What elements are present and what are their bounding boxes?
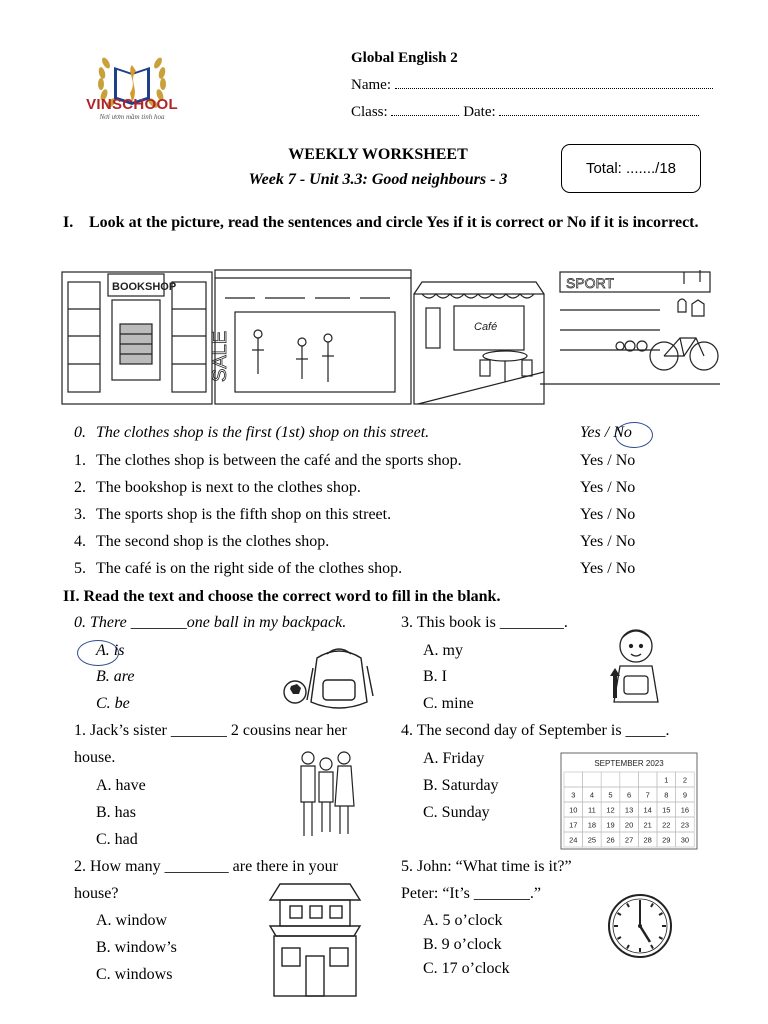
item-yes-no[interactable]: Yes / No [580,533,636,550]
item-sentence: The clothes shop is between the café and the sports shop. [96,452,462,469]
question-4-option-b[interactable]: B. Saturday [423,777,499,794]
section-1-instruction [63,212,719,234]
class-label: Class: [351,104,392,120]
calendar-day: 16 [680,805,690,815]
boy-with-bag-drawing [604,626,664,710]
question-0-option-c: C. be [96,695,130,712]
item-sentence: The bookshop is next to the clothes shop. [96,479,361,496]
worksheet-title: WEEKLY WORKSHEET [288,146,468,163]
bookshop-drawing [62,272,212,404]
question-1-option-b[interactable]: B. has [96,804,136,821]
question-0-option-a: A. is [96,642,125,659]
calendar-day: 10 [569,805,578,815]
item-yes-no[interactable]: Yes / No [580,560,636,577]
calendar-day: 15 [662,805,671,815]
item-sentence: The second shop is the clothes shop. [96,533,330,550]
sports-shop-drawing [540,270,720,384]
item-number: 4. [74,533,86,550]
section-2-instruction: II. Read the text and choose the correct word to fill in the blank. [63,588,501,605]
calendar-day: 18 [587,820,597,830]
calendar-day: 22 [662,820,671,830]
question-3-option-a[interactable]: A. my [423,642,463,659]
item-sentence: The café is on the right side of the clothes shop. [96,560,403,577]
yes-no-item-4 [74,533,724,555]
question-5-stem-cont: Peter: “It’s _______.” [401,885,541,902]
total-score-box [561,144,701,193]
calendar-day: 6 [627,790,632,800]
calendar-day: 28 [643,835,652,845]
question-2-stem-cont: house? [74,885,119,902]
logo-name: VINSCHOOL [86,96,178,113]
cafe-drawing [414,282,544,404]
item-yes-no: Yes / No [580,424,632,441]
question-3-stem: 3. This book is ________. [401,614,568,631]
calendar-day: 1 [664,775,669,785]
item-yes-no[interactable]: Yes / No [580,452,636,469]
calendar-day: 19 [606,820,615,830]
item-number: 0. [74,424,86,441]
calendar-day: 2 [682,775,687,785]
calendar-day: 7 [645,790,650,800]
question-5-stem: 5. John: “What time is it?” [401,858,572,875]
clothes-shop-drawing [209,270,411,404]
house-drawing [266,880,364,998]
family-drawing [296,746,358,842]
total-score: Total: ......./18 [585,160,677,177]
calendar-day: 12 [606,805,615,815]
calendar-day: 4 [589,790,594,800]
calendar-day: 17 [569,820,578,830]
question-5-option-c[interactable]: C. 17 o’clock [423,960,510,977]
item-number: 2. [74,479,86,496]
item-number: 1. [74,452,86,469]
question-1-option-c[interactable]: C. had [96,831,138,848]
calendar-day: 23 [680,820,690,830]
item-yes-no[interactable]: Yes / No [580,506,636,523]
cafe-sign: Café [474,321,498,333]
calendar-day: 21 [643,820,652,830]
question-2-option-a[interactable]: A. window [96,912,168,929]
sale-sign: SALE [209,330,231,382]
question-2-option-c[interactable]: C. windows [96,966,173,983]
course-name: Global English 2 [351,50,458,66]
section-1-number: I. [63,214,74,231]
calendar-day: 8 [664,790,669,800]
yes-no-item-3 [74,506,724,528]
calendar-day: 3 [571,790,576,800]
item-number: 5. [74,560,86,577]
calendar-day: 27 [624,835,634,845]
name-label: Name: [351,77,395,93]
question-0-stem: 0. There _______one ball in my backpack. [74,614,347,631]
logo-tagline: Nơi ươm mầm tinh hoa [99,113,165,121]
class-date-field [351,104,699,121]
calendar-day: 14 [643,805,652,815]
backpack-ball-drawing [283,644,375,720]
street-picture [60,264,720,406]
question-4-option-a[interactable]: A. Friday [423,750,485,767]
yes-no-item-0 [74,424,724,446]
question-0-option-b: B. are [96,668,135,685]
item-yes-no[interactable]: Yes / No [580,479,636,496]
question-3-option-c[interactable]: C. mine [423,695,474,712]
calendar-day: 9 [682,790,687,800]
calendar-day: 20 [624,820,634,830]
calendar-day: 11 [588,805,596,815]
calendar-title: SEPTEMBER 2023 [594,759,664,768]
yes-no-item-2 [74,479,724,501]
question-1-stem: 1. Jack’s sister _______ 2 cousins near her [74,722,347,739]
question-5-option-b[interactable]: B. 9 o’clock [423,936,502,953]
name-blank [395,87,713,89]
item-sentence: The clothes shop is the first (1st) shop on this street. [96,424,430,441]
item-number: 3. [74,506,86,523]
item-sentence: The sports shop is the fifth shop on this street. [96,506,392,523]
section-1-text: Look at the picture, read the sentences and circle Yes if it is correct or No if it is incorrect. [89,214,699,231]
calendar-day: 30 [680,835,690,845]
question-4-stem: 4. The second day of September is _____. [401,722,670,739]
date-label: Date: [459,104,500,120]
question-1-stem-cont: house. [74,749,116,766]
calendar-day: 24 [569,835,578,845]
calendar-day: 25 [587,835,597,845]
name-field [351,77,713,94]
yes-no-item-1 [74,452,724,474]
calendar-day: 5 [608,790,613,800]
bookshop-sign: BOOKSHOP [112,281,177,293]
calendar-day: 26 [606,835,615,845]
question-2-stem: 2. How many ________ are there in your [74,858,338,875]
worksheet-subtitle: Week 7 - Unit 3.3: Good neighbours - 3 [248,171,508,188]
calendar-day: 29 [662,835,671,845]
date-blank [499,114,699,116]
yes-no-item-5 [74,560,724,582]
sport-sign: SPORT [566,275,614,291]
clock-drawing [606,892,674,960]
class-blank [391,114,459,116]
calendar-day: 13 [624,805,634,815]
question-3-option-b[interactable]: B. I [423,668,447,685]
question-2-option-b[interactable]: B. window’s [96,939,177,956]
calendar-september-2023 [560,752,698,850]
question-4-option-c[interactable]: C. Sunday [423,804,490,821]
question-1-option-a[interactable]: A. have [96,777,146,794]
question-5-option-a[interactable]: A. 5 o’clock [423,912,503,929]
